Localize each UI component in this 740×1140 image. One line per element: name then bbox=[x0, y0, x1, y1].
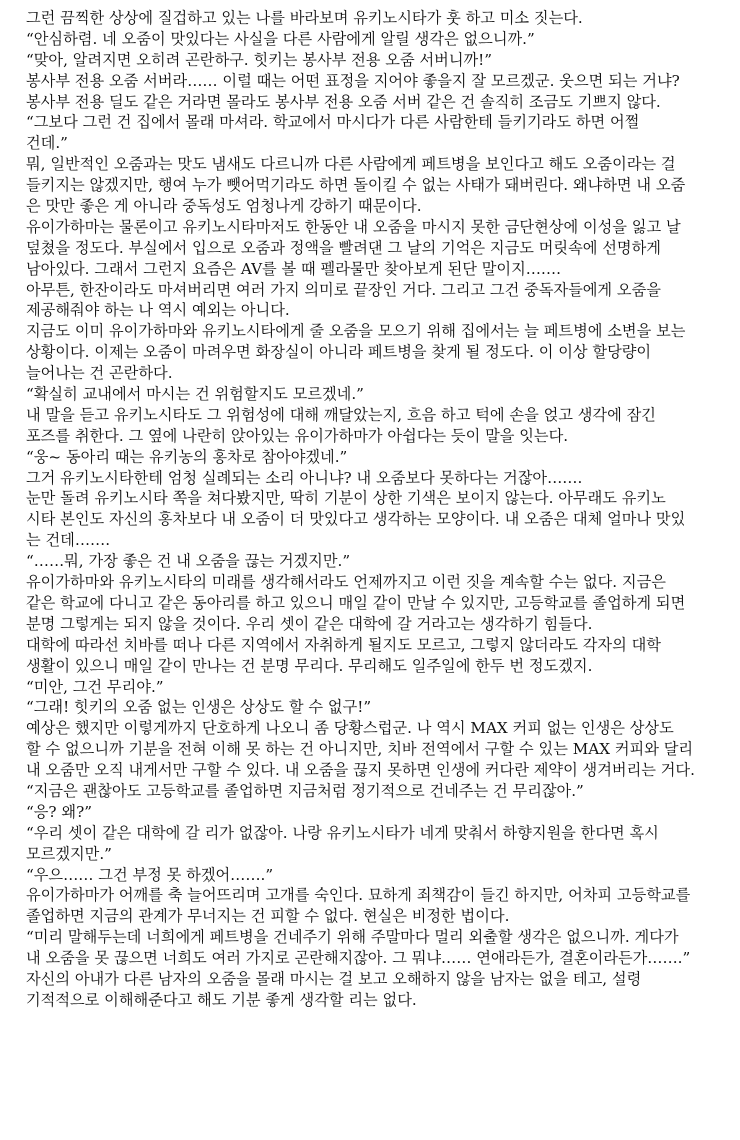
text-line: “미안, 그건 무리야.” bbox=[26, 677, 164, 696]
text-line: “맞아, 알려지면 오히려 곤란하구. 힛키는 봉사부 전용 오줌 서버니까!” bbox=[26, 50, 493, 69]
text-line: 늘어나는 건 곤란하다. bbox=[26, 364, 173, 383]
text-line: 는 건데……. bbox=[26, 531, 111, 550]
text-line: 건데.” bbox=[26, 134, 68, 153]
text-line: “응? 왜?” bbox=[26, 802, 92, 821]
text-line: 대학에 따라선 치바를 떠나 다른 지역에서 자취하게 될지도 모르고, 그렇지 않더라도 각자의 대학 bbox=[26, 635, 661, 654]
text-line: “우으…… 그건 부정 못 하겠어…….” bbox=[26, 865, 274, 884]
text-line: 상황이다. 이제는 오줌이 마려우면 화장실이 아니라 페트병을 찾게 될 정도다. 이 이상 할당량이 bbox=[26, 343, 652, 362]
text-line: 그런 끔찍한 상상에 질겁하고 있는 나를 바라보며 유키노시타가 훗 하고 미소 짓는다. bbox=[26, 9, 583, 27]
text-line: 들키지는 않겠지만, 행여 누가 뺏어먹기라도 하면 돌이킬 수 없는 사태가 돼버린다. 왜냐하면 내 오줌 bbox=[26, 176, 686, 195]
text-line: 생활이 있으니 매일 같이 만나는 건 분명 무리다. 무리해도 일주일에 한두 번 정도겠지. bbox=[26, 656, 593, 675]
text-line: 유이가하마가 어깨를 축 늘어뜨리며 고개를 숙인다. 묘하게 죄책감이 들긴 하지만, 어차피 고등학교를 bbox=[26, 886, 691, 905]
text-line: 그거 유키노시타한테 엄청 실례되는 소리 아니냐? 내 오줌보다 못하다는 거잖아……. bbox=[26, 468, 583, 487]
text-line: 제공해줘야 하는 나 역시 예외는 아니다. bbox=[26, 301, 290, 320]
text-line: “그래! 힛키의 오줌 없는 인생은 상상도 할 수 없구!” bbox=[26, 698, 372, 717]
text-line: 시타 본인도 자신의 홍차보다 내 오줌이 더 맛있다고 생각하는 모양이다. 내 오줌은 대체 얼마나 맛있 bbox=[26, 510, 686, 529]
text-line: “지금은 괜찮아도 고등학교를 졸업하면 지금처럼 정기적으로 건네주는 건 무리잖아.” bbox=[26, 781, 584, 800]
text-line: 포즈를 취한다. 그 옆에 나란히 앉아있는 유이가하마가 아쉽다는 듯이 말을 잇는다. bbox=[26, 426, 569, 445]
text-line: 졸업하면 지금의 관계가 무너지는 건 피할 수 없다. 현실은 비정한 법이다. bbox=[26, 907, 510, 926]
text-line: 아무튼, 한잔이라도 마셔버리면 여러 가지 의미로 끝장인 거다. 그리고 그건 중독자들에게 오줌을 bbox=[26, 280, 661, 299]
text-line: 봉사부 전용 딜도 같은 거라면 몰라도 봉사부 전용 오줌 서버 같은 건 솔직히 조금도 기쁘지 않다. bbox=[26, 92, 661, 111]
text-line: 분명 그렇게는 되지 않을 것이다. 우리 셋이 같은 대학에 갈 거라고는 생각하기 힘들다. bbox=[26, 614, 593, 633]
text-line: 자신의 아내가 다른 남자의 오줌을 몰래 마시는 걸 보고 오해하지 않을 남자는 없을 테고, 설령 bbox=[26, 969, 642, 988]
text-line: 은 맛만 좋은 게 아니라 중독성도 엄청나게 강하기 때문이다. bbox=[26, 197, 422, 216]
text-line: “미리 말해두는데 너희에게 페트병을 건네주기 위해 주말마다 멀리 외출할 생각은 없으니까. 게다가 bbox=[26, 928, 679, 947]
text-line: 같은 학교에 다니고 같은 동아리를 하고 있으니 매일 같이 만날 수 있지만, 고등학교를 졸업하게 되면 bbox=[26, 593, 686, 612]
text-line: 내 오줌만 오직 내게서만 구할 수 있다. 내 오줌을 끊지 못하면 인생에 커다란 제약이 생겨버리는 거다. bbox=[26, 761, 695, 780]
text-line: 기적적으로 이해해준다고 해도 기분 좋게 생각할 리는 없다. bbox=[26, 990, 417, 1009]
text-line: 지금도 이미 유이가하마와 유키노시타에게 줄 오줌을 모으기 위해 집에서는 늘 페트병에 소변을 보는 bbox=[26, 322, 686, 341]
text-line: 유이가하마와 유키노시타의 미래를 생각해서라도 언제까지고 이런 짓을 계속할 수는 없다. 지금은 bbox=[26, 573, 666, 592]
text-line: 예상은 했지만 이렇게까지 단호하게 나오니 좀 당황스럽군. 나 역시 MAX 커피 없는 인생은 상상도 bbox=[26, 719, 674, 738]
text-line: “그보다 그런 건 집에서 몰래 마셔라. 학교에서 마시다가 다른 사람한테 들키기라도 하면 어쩔 bbox=[26, 113, 640, 132]
text-line: 유이가하마는 물론이고 유키노시타마저도 한동안 내 오줌을 마시지 못한 금단현상에 이성을 잃고 날 bbox=[26, 217, 681, 236]
text-line: 모르겠지만.” bbox=[26, 844, 112, 863]
text-line: 내 오줌을 못 끊으면 너희도 여러 가지로 곤란해지잖아. 그 뭐냐…… 연애라든가, 결혼이라든가…….” bbox=[26, 949, 691, 968]
text-line: 내 말을 듣고 유키노시타도 그 위험성에 대해 깨달았는지, 흐음 하고 턱에 손을 얹고 생각에 잠긴 bbox=[26, 405, 656, 424]
text-line: “확실히 교내에서 마시는 건 위험할지도 모르겠네.” bbox=[26, 385, 364, 404]
text-line: 할 수 없으니까 기분을 전혀 이해 못 하는 건 아니지만, 치바 전역에서 구할 수 있는 MAX 커피와 달리 bbox=[26, 740, 694, 759]
text-line: “……뭐, 가장 좋은 건 내 오줌을 끊는 거겠지만.” bbox=[26, 552, 351, 571]
text-line: 남아있다. 그래서 그런지 요즘은 AV를 볼 때 펠라물만 찾아보게 된단 말이지……. bbox=[26, 259, 561, 278]
text-line: 덮쳤을 정도다. 부실에서 입으로 오줌과 정액을 빨려댄 그 날의 기억은 지금도 머릿속에 선명하게 bbox=[26, 238, 661, 257]
text-line: “안심하렴. 네 오줌이 맛있다는 사실을 다른 사람에게 알릴 생각은 없으니까.” bbox=[26, 29, 535, 48]
text-line: 눈만 돌려 유키노시타 쪽을 쳐다봤지만, 딱히 기분이 상한 기색은 보이지 않는다. 아무래도 유키노 bbox=[26, 489, 666, 508]
text-line: 뭐, 일반적인 오줌과는 맛도 냄새도 다르니까 다른 사람에게 페트병을 보인다고 해도 오줌이라는 걸 bbox=[26, 155, 676, 174]
text-line: “웅~ 동아리 때는 유키농의 홍차로 참아야겠네.” bbox=[26, 447, 348, 466]
text-line: 봉사부 전용 오줌 서버라…… 이럴 때는 어떤 표정을 지어야 좋을지 잘 모르겠군. 웃으면 되는 거냐? bbox=[26, 71, 680, 90]
text-line: “우리 셋이 같은 대학에 갈 리가 없잖아. 나랑 유키노시타가 네게 맞춰서 하향지원을 한다면 혹시 bbox=[26, 823, 659, 842]
